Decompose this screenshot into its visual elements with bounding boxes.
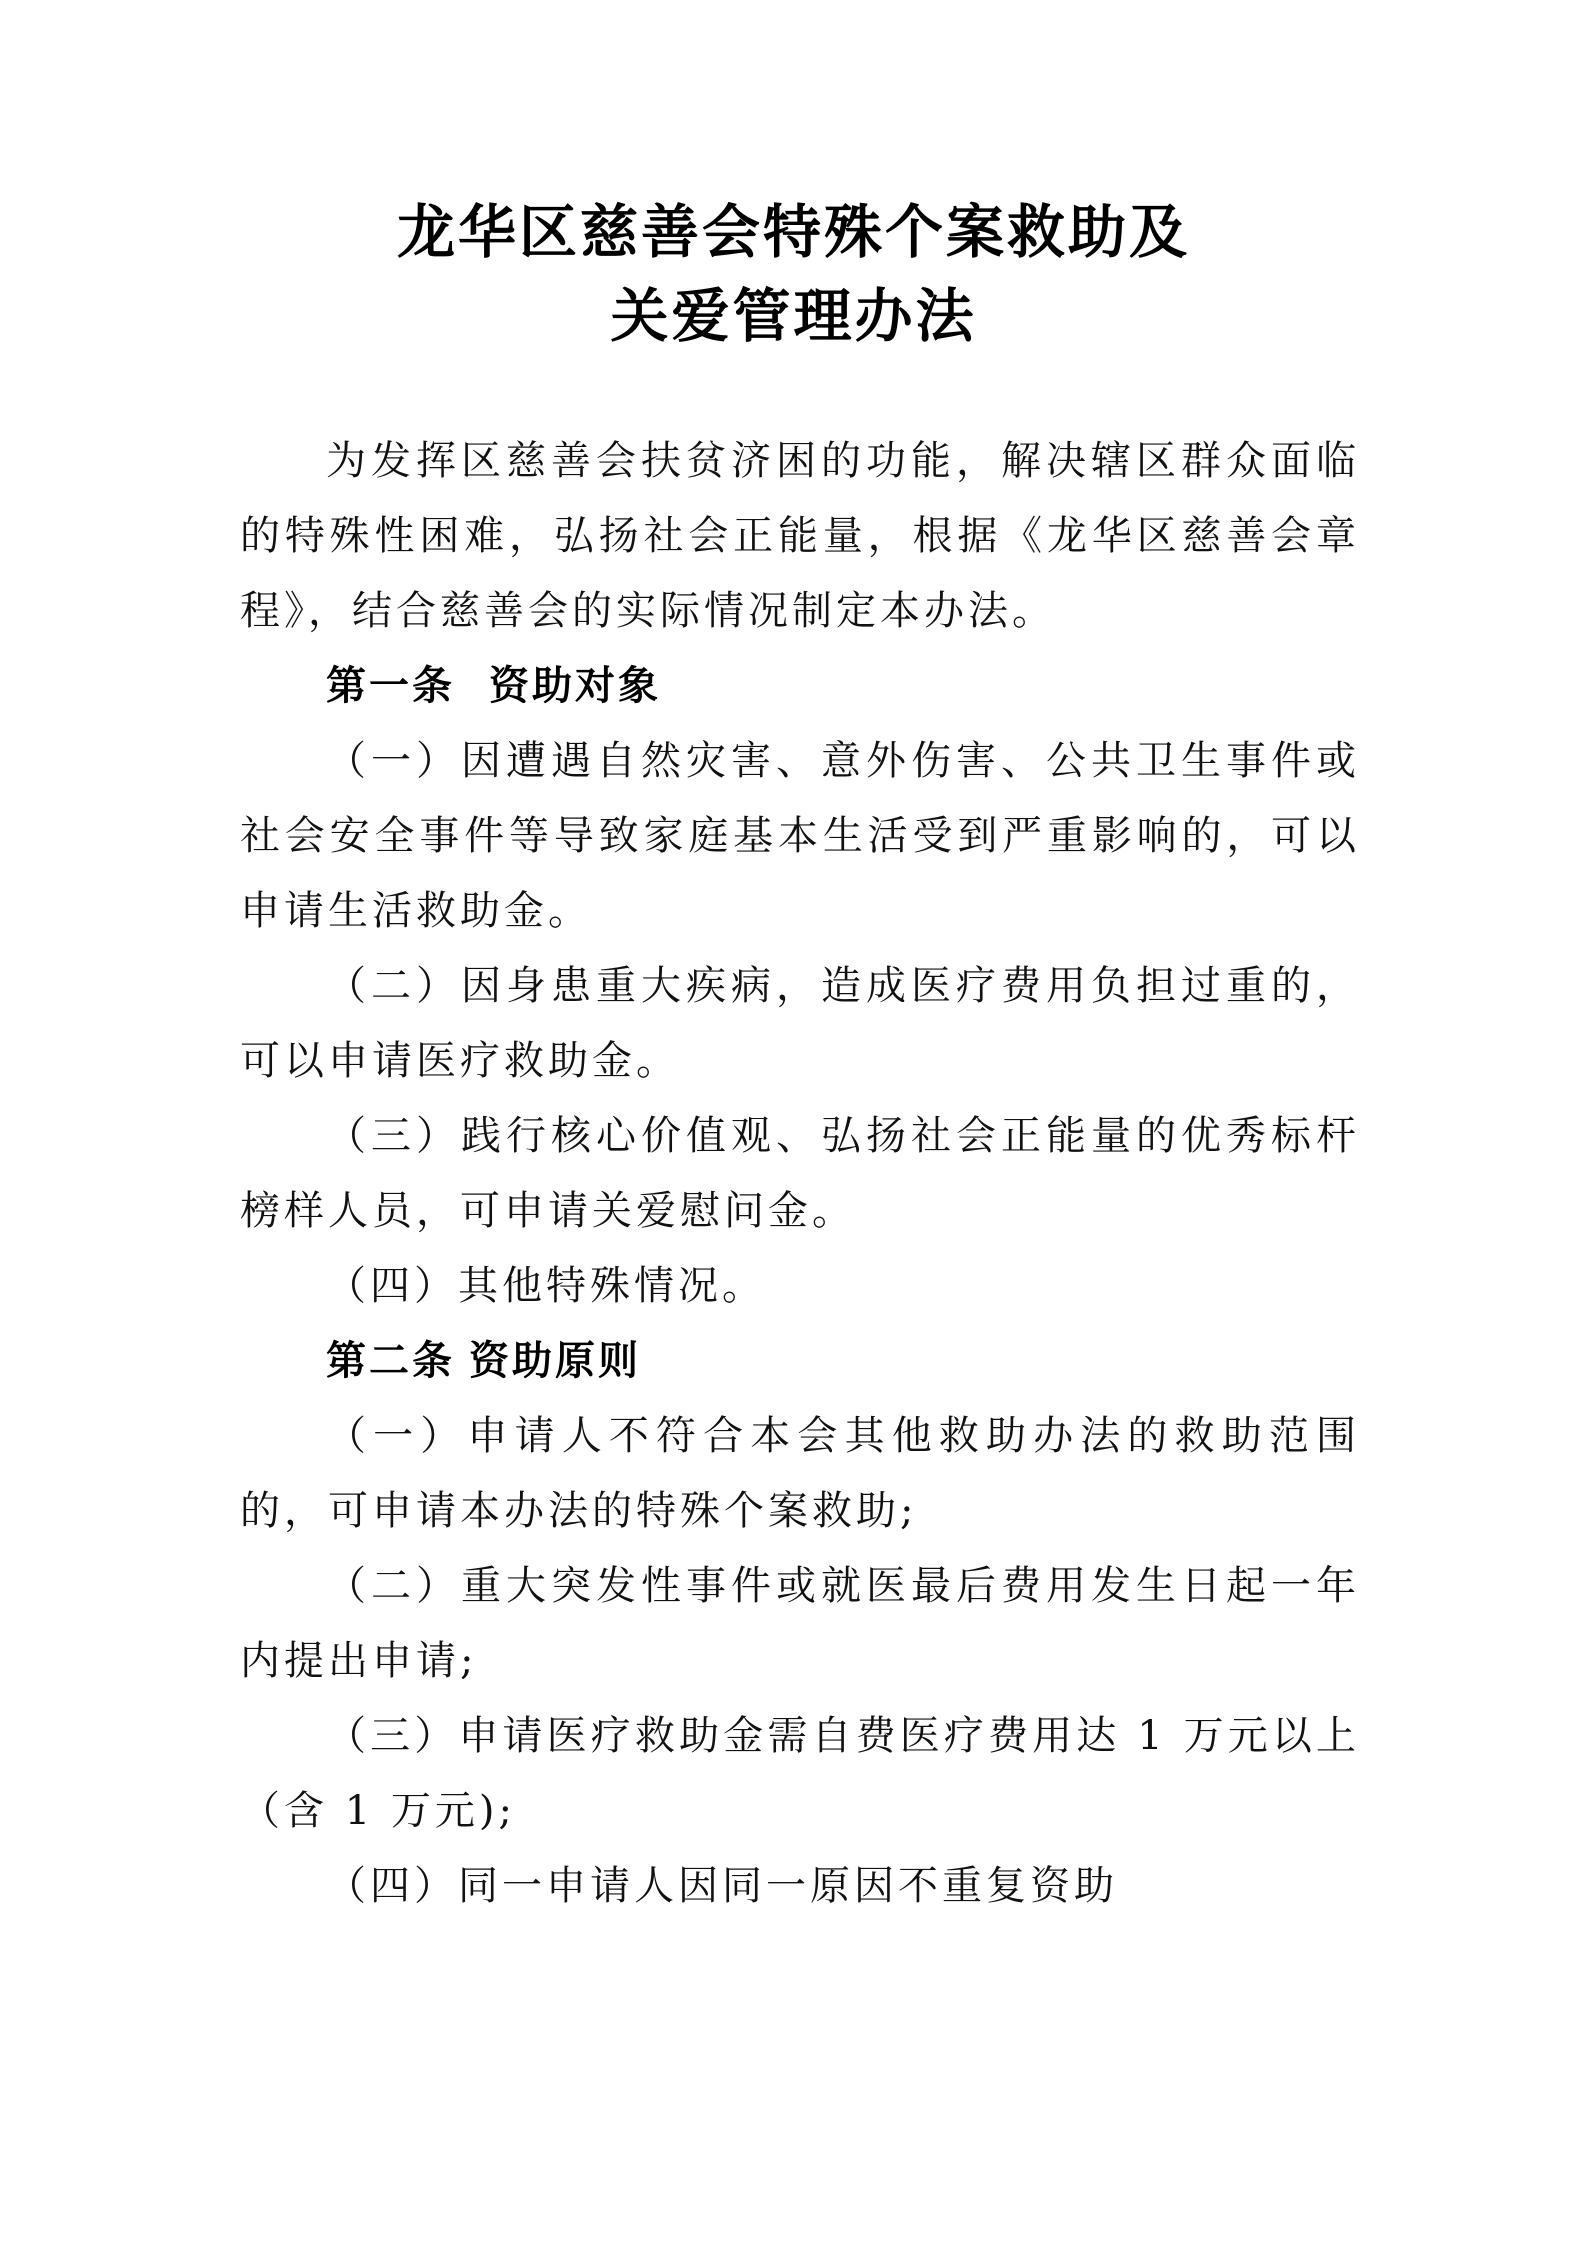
article-2-item-2: （二）重大突发性事件或就医最后费用发生日起一年内提出申请; [240,1563,1360,1684]
article-1-item-1: （一）因遭遇自然灾害、意外伤害、公共卫生事件或社会安全事件等导致家庭基本生活受到严重影响的，可以申请生活救助金。 [240,738,1360,934]
article-2-item-3: （三）申请医疗救助金需自费医疗费用达 1 万元以上（含 1 万元); [240,1713,1360,1834]
article-2-heading [240,1324,1360,1399]
article-2-number: 第二条 [326,1338,455,1384]
article-1-number: 第一条 [326,663,455,709]
article-2-item-4: （四）同一申请人因同一原因不重复资助 [326,1863,1118,1909]
article-1-title: 资助对象 [489,663,661,709]
article-2-item-1: （一）申请人不符合本会其他救助办法的救助范围的，可申请本办法的特殊个案救助; [240,1413,1360,1534]
article-1-heading [240,649,1360,724]
article-1-item-4: （四）其他特殊情况。 [326,1263,766,1309]
title-line-2: 关爱管理办法 [610,282,977,350]
title-line-1: 龙华区慈善会特殊个案救助及 [396,198,1190,266]
document-title [0,190,1587,358]
document-body [240,424,1360,1924]
article-1-item-3: （三）践行核心价值观、弘扬社会正能量的优秀标杆榜样人员，可申请关爱慰问金。 [240,1113,1360,1234]
article-2-title: 资助原则 [469,1338,641,1384]
intro-paragraph: 为发挥区慈善会扶贫济困的功能，解决辖区群众面临的特殊性困难，弘扬社会正能量，根据《龙华区慈善会章程》，结合慈善会的实际情况制定本办法。 [240,438,1360,634]
article-1-item-2: （二）因身患重大疾病，造成医疗费用负担过重的，可以申请医疗救助金。 [240,963,1360,1084]
